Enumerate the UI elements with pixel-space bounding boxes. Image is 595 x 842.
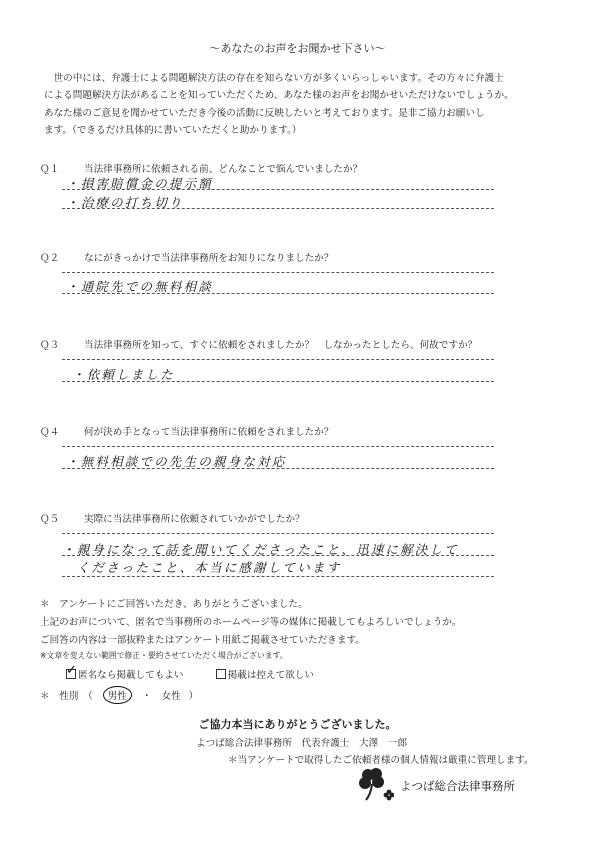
page-title: ～あなたのお声をお聞かせ下さい～ <box>209 42 386 55</box>
intro-paragraph <box>44 70 556 140</box>
clover-logo-icon <box>354 764 394 808</box>
office-brand-name: よつば総合法律事務所 <box>400 779 515 793</box>
consent-ok-option[interactable] <box>66 663 187 681</box>
gender-female-option[interactable]: 女性 <box>161 691 181 702</box>
q2-label: Ｑ２ <box>40 253 60 264</box>
q4-label: Ｑ４ <box>40 427 60 438</box>
consent-options <box>66 663 314 681</box>
q5-answer-line1: ・親身になって話を聞いてくださったこと、迅速に解決して <box>62 542 459 557</box>
consent-no-label: 掲載は控えて欲しい <box>227 670 314 681</box>
q2-answer-rule <box>62 293 494 294</box>
intro-line: あなた様のご意見を聞かせていただき今後の活動に反映したいと考えております。是非ご協力お願いし <box>44 107 485 119</box>
q4-answer-rule <box>62 446 494 447</box>
q1-answer-rule <box>62 208 494 209</box>
q3-label: Ｑ３ <box>40 340 60 351</box>
q2-answer-line1: ・通院先での無料相談 <box>66 279 214 294</box>
gender-male-option[interactable]: 男性 <box>103 686 132 704</box>
q3-answer-rule <box>62 381 494 382</box>
closing-thanks: ご協力本当にありがとうございました。 <box>198 718 397 731</box>
consent-no-option[interactable] <box>216 670 314 681</box>
consent-ok-checkbox[interactable] <box>66 663 77 679</box>
q1-answer-rule <box>62 189 494 190</box>
q5-label: Ｑ５ <box>40 514 60 525</box>
gender-separator: ・ <box>141 691 152 702</box>
q1-label: Ｑ１ <box>40 164 60 175</box>
q3-answer-rule <box>62 359 494 360</box>
gender-row <box>40 686 198 704</box>
q1-answer-line2: ・治療の打ち切り <box>66 195 184 210</box>
thanks-note: ＊ アンケートにご回答いただき、ありがとうございました。 <box>40 599 308 610</box>
intro-line: 世の中には、弁護士による問題解決方法の存在を知らない方が多くいらっしゃいます。その方々に弁護士 <box>44 73 504 84</box>
q4-question: 何が決め手となって当法律事務所に依頼をされましたか？ <box>84 427 334 438</box>
q1-answer-line1: ・損害賠償金の提示額 <box>66 176 214 191</box>
q4-answer-rule <box>62 468 494 469</box>
consent-no-checkbox[interactable] <box>216 669 226 679</box>
privacy-note: ＊当アンケートで取得したご依頼者様の個人情報は厳重に管理します。 <box>228 755 534 766</box>
checkmark-icon: ✓ <box>66 663 77 678</box>
consent-ok-label: 匿名なら掲載してもよい <box>78 670 184 681</box>
edit-note: ※文章を変えない範囲で修正・要約させていただく場合がございます。 <box>40 651 288 660</box>
q5-question: 実際に当法律事務所に依頼されていかがでしたか？ <box>84 514 305 525</box>
q1-question: 当法律事務所に依頼される前、どんなことで悩んでいましたか？ <box>84 164 363 175</box>
consent-line: ご回答の内容は一部抜粋またはアンケート用紙ご掲載させていただきます。 <box>40 635 365 646</box>
q4-answer-line1: ・無料相談での先生の親身な対応 <box>66 454 287 469</box>
q5-answer-line2: くださったこと、本当に感謝しています <box>62 560 342 575</box>
intro-line: による問題解決方法があることを知っていただくため、あなた様のお声をお聞かせいただけないでしょうか。 <box>44 90 514 102</box>
q2-question: なにがきっかけで当法律事務所をお知りになりましたか？ <box>84 253 334 264</box>
office-representative: よつば総合法律事務所 代表弁護士 大澤 一郎 <box>196 738 408 749</box>
intro-line: ます。（できるだけ具体的に書いていただくと助かります。） <box>44 125 302 137</box>
consent-line: 上記のお声について、匿名で当事務所のホームページ等の媒体に掲載してもよろしいでしょうか。 <box>40 617 462 628</box>
q3-question: 当法律事務所を知って、すぐに依頼をされましたか？ しなかったとしたら、何故ですか？ <box>84 340 478 351</box>
gender-label: ＊ 性別 （ <box>40 691 93 702</box>
q3-answer-line1: ・依頼しました <box>72 367 175 382</box>
q5-answer-rule <box>62 576 494 577</box>
q5-answer-rule <box>62 555 494 556</box>
q2-answer-rule <box>62 272 494 273</box>
q5-answer-rule <box>62 533 494 534</box>
gender-close: ） <box>188 691 199 702</box>
